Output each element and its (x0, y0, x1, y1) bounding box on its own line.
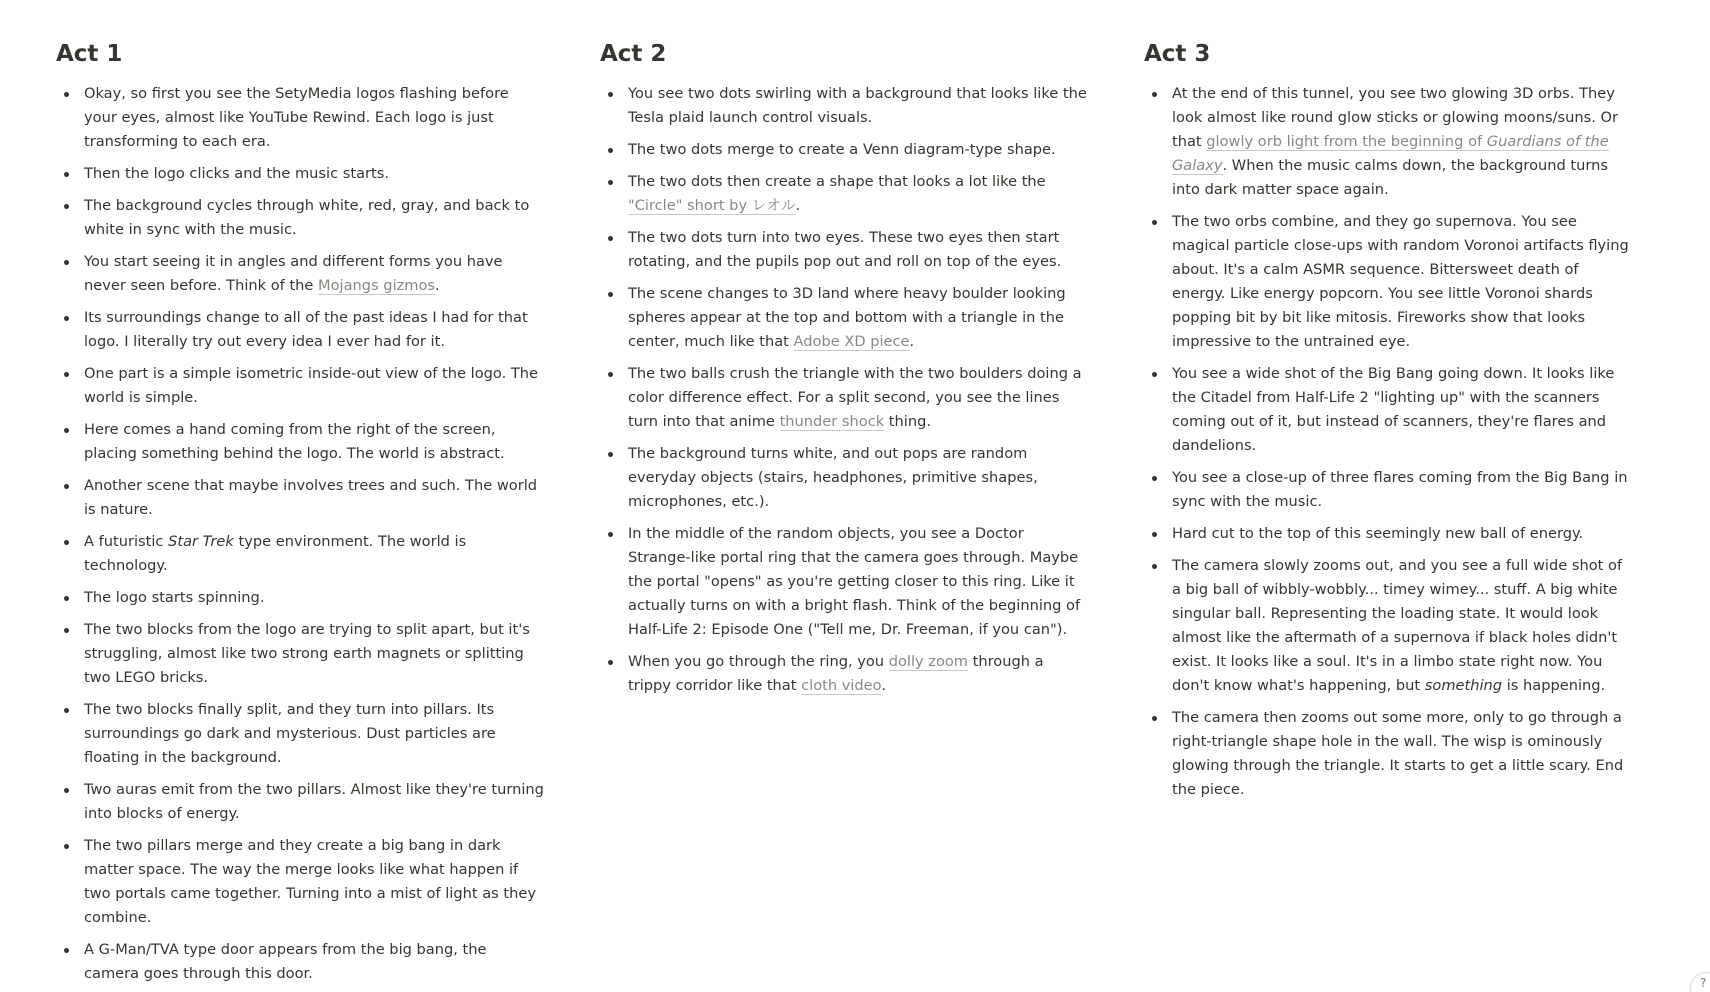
list-item: You see a close-up of three flares coming from the Big Bang in sync with the music. (1144, 466, 1632, 514)
list-item: Hard cut to the top of this seemingly new ball of energy. (1144, 522, 1632, 546)
bullet-icon (64, 92, 69, 97)
list-item: One part is a simple isometric inside-out view of the logo. The world is simple. (56, 362, 544, 410)
list-item: The two balls crush the triangle with the two boulders doing a color difference effect. For a split second, you see the lines turn into that anime thunder shock thing. (600, 362, 1088, 434)
bullet-icon (608, 92, 613, 97)
bullet-icon (64, 260, 69, 265)
list-item: The logo starts spinning. (56, 586, 544, 610)
dolly-zoom-link[interactable]: dolly zoom (888, 652, 969, 670)
list-item: The two blocks finally split, and they turn into pillars. Its surroundings go dark and mysterious. Dust particles are floating in the background. (56, 698, 544, 770)
bullet-icon (1152, 564, 1157, 569)
bullet-icon (1152, 532, 1157, 537)
list-item: The camera then zooms out some more, only to go through a right-triangle shape hole in the wall. The wisp is ominously glowing through the triangle. It starts to get a little scary. End the piece. (1144, 706, 1632, 802)
list-item: A futuristic Star Trek type environment. The world is technology. (56, 530, 544, 578)
list-item: At the end of this tunnel, you see two glowing 3D orbs. They look almost like round glow sticks or glowing moons/suns. Or that glowly orb light from the beginning of Guardians of the Galaxy. When the music calms down, the background turns into dark matter space again. (1144, 82, 1632, 202)
bullet-icon (1152, 476, 1157, 481)
act-1-heading: Act 1 (56, 41, 123, 67)
bullet-icon (64, 428, 69, 433)
bullet-icon (608, 532, 613, 537)
bullet-icon (64, 484, 69, 489)
italic-text: something (1424, 676, 1503, 694)
act-2-list (600, 82, 1088, 698)
bullet-icon (1152, 716, 1157, 721)
bullet-icon (608, 292, 613, 297)
thunder-shock-link[interactable]: thunder shock (779, 412, 885, 430)
list-item: You see a wide shot of the Big Bang going down. It looks like the Citadel from Half-Life 2 "lighting up" with the scanners coming out of it, but instead of scanners, they're flares and dandelions. (1144, 362, 1632, 458)
list-item: The two orbs combine, and they go supernova. You see magical particle close-ups with random Voronoi artifacts flying about. It's a calm ASMR sequence. Bittersweet death of energy. Like energy popcorn. You see little Voronoi shards popping bit by bit like mitosis. Fireworks show that looks impressive to the untrained eye. (1144, 210, 1632, 354)
list-item: Here comes a hand coming from the right of the screen, placing something behind the logo. The world is abstract. (56, 418, 544, 466)
bullet-icon (608, 180, 613, 185)
bullet-icon (64, 844, 69, 849)
bullet-icon (608, 236, 613, 241)
adobe-xd-piece-link[interactable]: Adobe XD piece (793, 332, 910, 350)
glowly-orb-link[interactable]: glowly orb light from the beginning of Guardians of the Galaxy (1172, 132, 1609, 174)
act-3-column (1144, 40, 1632, 992)
bullet-icon (64, 204, 69, 209)
help-button[interactable]: ? (1690, 972, 1710, 992)
bullet-icon (608, 372, 613, 377)
list-item: The two blocks from the logo are trying to split apart, but it's struggling, almost like two strong earth magnets or splitting two LEGO bricks. (56, 618, 544, 690)
list-item: The two dots turn into two eyes. These two eyes then start rotating, and the pupils pop out and roll on top of the eyes. (600, 226, 1088, 274)
act-3-list (1144, 82, 1632, 802)
act-1-list (56, 82, 544, 986)
bullet-icon (1152, 92, 1157, 97)
list-item: The two dots merge to create a Venn diagram-type shape. (600, 138, 1088, 162)
list-item: The background turns white, and out pops are random everyday objects (stairs, headphones, primitive shapes, microphones, etc.). (600, 442, 1088, 514)
list-item: Then the logo clicks and the music starts. (56, 162, 544, 186)
list-item: Two auras emit from the two pillars. Almost like they're turning into blocks of energy. (56, 778, 544, 826)
list-item: In the middle of the random objects, you see a Doctor Strange-like portal ring that the camera goes through. Maybe the portal "opens" as you're getting closer to this ring. Like it actually turns on with a bright flash. Think of the beginning of Half-Life 2: Episode One ("Tell me, Dr. Freeman, if you can"). (600, 522, 1088, 642)
list-item: A G-Man/TVA type door appears from the big bang, the camera goes through this door. (56, 938, 544, 986)
bullet-icon (64, 372, 69, 377)
cloth-video-link[interactable]: cloth video (801, 676, 882, 694)
bullet-icon (64, 172, 69, 177)
bullet-icon (1152, 372, 1157, 377)
bullet-icon (608, 660, 613, 665)
list-item: Okay, so first you see the SetyMedia logos flashing before your eyes, almost like YouTube Rewind. Each logo is just transforming to each era. (56, 82, 544, 154)
list-item: The camera slowly zooms out, and you see a full wide shot of a big ball of wibbly-wobbly... timey wimey... stuff. A big white singular ball. Representing the loading state. It would look almost like the aftermath of a supernova if black holes didn't exist. It looks like a soul. It's in a limbo state right now. You don't know what's happening, but something is happening. (1144, 554, 1632, 698)
list-item: The two dots then create a shape that looks a lot like the "Circle" short by レオル. (600, 170, 1088, 218)
bullet-icon (1152, 220, 1157, 225)
circle-short-link[interactable]: "Circle" short by レオル (628, 196, 796, 214)
list-item: When you go through the ring, you dolly zoom through a trippy corridor like that cloth video. (600, 650, 1088, 698)
bullet-icon (64, 596, 69, 601)
bullet-icon (64, 316, 69, 321)
act-2-column (600, 40, 1088, 992)
acts-columns (56, 40, 1632, 992)
list-item: You start seeing it in angles and different forms you have never seen before. Think of the Mojangs gizmos. (56, 250, 544, 298)
list-item: The two pillars merge and they create a big bang in dark matter space. The way the merge looks like what happen if two portals came together. Turning into a mist of light as they combine. (56, 834, 544, 930)
list-item: You see two dots swirling with a background that looks like the Tesla plaid launch control visuals. (600, 82, 1088, 130)
italic-text: Star Trek (168, 532, 234, 550)
list-item: Its surroundings change to all of the past ideas I had for that logo. I literally try out every idea I ever had for it. (56, 306, 544, 354)
list-item: Another scene that maybe involves trees and such. The world is nature. (56, 474, 544, 522)
bullet-icon (64, 708, 69, 713)
bullet-icon (608, 452, 613, 457)
bullet-icon (64, 628, 69, 633)
list-item: The scene changes to 3D land where heavy boulder looking spheres appear at the top and bottom with a triangle in the center, much like that Adobe XD piece. (600, 282, 1088, 354)
act-2-heading: Act 2 (600, 41, 667, 67)
list-item: The background cycles through white, red, gray, and back to white in sync with the music. (56, 194, 544, 242)
act-1-column (56, 40, 544, 992)
bullet-icon (64, 948, 69, 953)
act-3-heading: Act 3 (1144, 41, 1211, 67)
mojangs-gizmos-link[interactable]: Mojangs gizmos (318, 276, 436, 294)
bullet-icon (64, 540, 69, 545)
bullet-icon (64, 788, 69, 793)
bullet-icon (608, 148, 613, 153)
